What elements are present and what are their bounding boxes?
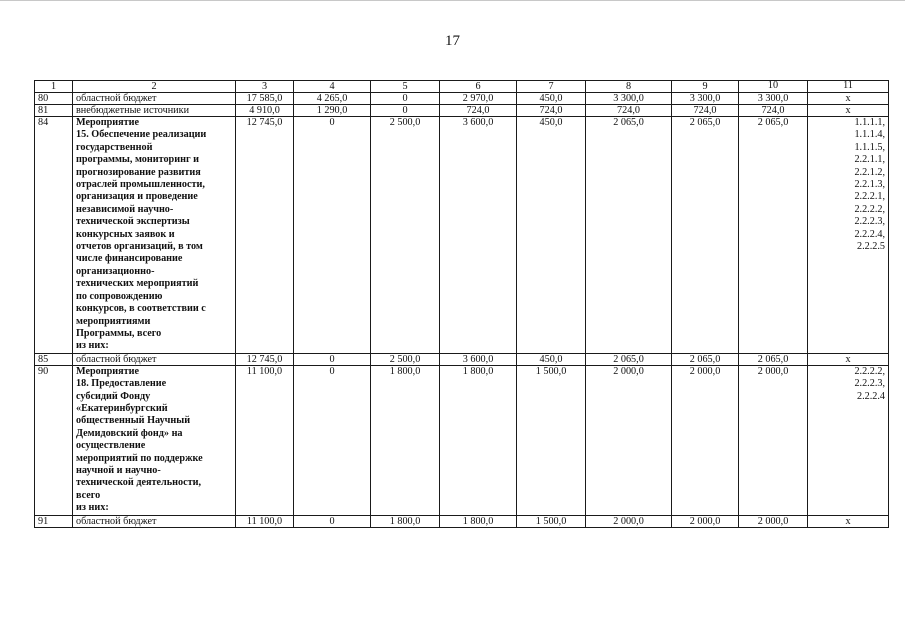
source-name-cell: областной бюджет	[73, 515, 236, 527]
value-cell: 2 000,0	[672, 365, 739, 515]
value-cell: 0	[371, 93, 440, 105]
table-row	[35, 353, 889, 365]
description-line: конкурсов, в соответствии с	[76, 303, 206, 315]
row-number-cell: 85	[35, 353, 73, 365]
header-row	[35, 81, 889, 93]
top-border-line	[0, 0, 905, 1]
value-cell: 2 500,0	[371, 353, 440, 365]
description-line: государственной	[76, 141, 153, 153]
value-cell: 12 745,0	[236, 117, 294, 354]
value-cell: 2 000,0	[739, 365, 808, 515]
header-cell: 3	[236, 81, 294, 93]
target-code: 2.2.2.3,	[854, 216, 885, 228]
value-cell: 2 000,0	[586, 515, 672, 527]
value-cell: 2 000,0	[586, 365, 672, 515]
row-number-cell: 80	[35, 93, 73, 105]
value-cell: 1 290,0	[294, 105, 371, 117]
value-cell: 1 800,0	[371, 365, 440, 515]
target-codes-cell	[808, 365, 889, 515]
value-cell: 724,0	[586, 105, 672, 117]
target-mark-cell: х	[808, 93, 889, 105]
target-mark-cell: х	[808, 515, 889, 527]
value-cell: 4 910,0	[236, 105, 294, 117]
value-cell: 2 065,0	[739, 117, 808, 354]
target-code: 1.1.1.1,	[854, 117, 885, 128]
description-line: из них:	[76, 340, 109, 352]
description-line: общественный Научный	[76, 415, 191, 427]
description-line: 18. Предоставление	[76, 378, 167, 390]
value-cell: 2 500,0	[371, 117, 440, 354]
description-line: числе финансирование	[76, 253, 183, 265]
value-cell: 2 065,0	[672, 353, 739, 365]
value-cell: 0	[294, 353, 371, 365]
value-cell: 2 065,0	[586, 117, 672, 354]
description-line: осуществление	[76, 440, 146, 452]
value-cell: 2 970,0	[440, 93, 517, 105]
description-line: отчетов организаций, в том	[76, 241, 203, 253]
value-cell: 724,0	[672, 105, 739, 117]
value-cell: 0	[294, 117, 371, 354]
measure-description-cell	[73, 117, 236, 354]
target-code: 2.2.2.3,	[854, 378, 885, 390]
header-cell: 8	[586, 81, 672, 93]
source-name-cell: областной бюджет	[73, 93, 236, 105]
value-cell: 450,0	[517, 353, 586, 365]
table-row	[35, 515, 889, 527]
value-cell: 0	[294, 365, 371, 515]
target-mark-cell: х	[808, 353, 889, 365]
target-code: 2.2.1.3,	[854, 179, 885, 191]
description-line: прогнозирование развития	[76, 166, 201, 178]
value-cell: 450,0	[517, 117, 586, 354]
value-cell: 1 500,0	[517, 365, 586, 515]
row-number-cell: 84	[35, 117, 73, 354]
description-line: отраслей промышленности,	[76, 179, 205, 191]
source-name-cell: областной бюджет	[73, 353, 236, 365]
description-line: Мероприятие	[76, 365, 140, 377]
description-line: по сопровождению	[76, 290, 163, 302]
description-line: технических мероприятий	[76, 278, 199, 290]
description-line: Демидовский фонд» на	[76, 427, 183, 439]
value-cell: 2 065,0	[586, 353, 672, 365]
target-mark-cell: х	[808, 105, 889, 117]
description-line: мероприятиями	[76, 315, 151, 327]
header-cell: 4	[294, 81, 371, 93]
description-line: технической экспертизы	[76, 216, 190, 228]
target-code: 2.2.2.1,	[854, 191, 885, 203]
header-cell: 11	[808, 81, 889, 93]
target-code: 2.2.2.4,	[854, 228, 885, 240]
value-cell: 4 265,0	[294, 93, 371, 105]
value-cell: 1 500,0	[517, 515, 586, 527]
target-code: 2.2.1.1,	[854, 154, 885, 166]
value-cell: 3 600,0	[440, 353, 517, 365]
value-cell: 450,0	[517, 93, 586, 105]
description-line: программы, мониторинг и	[76, 154, 199, 166]
table-row	[35, 93, 889, 105]
header-cell: 6	[440, 81, 517, 93]
source-name-cell: внебюджетные источники	[73, 105, 236, 117]
description-line: Мероприятие	[76, 117, 140, 128]
value-cell: 2 065,0	[739, 353, 808, 365]
value-cell: 3 600,0	[440, 117, 517, 354]
description-line: независимой научно-	[76, 203, 174, 215]
value-cell: 12 745,0	[236, 353, 294, 365]
value-cell: 1 800,0	[440, 515, 517, 527]
measure-row	[35, 365, 889, 515]
description-line: конкурсных заявок и	[76, 228, 175, 240]
description-line: научной и научно-	[76, 464, 161, 476]
value-cell: 0	[294, 515, 371, 527]
budget-table	[34, 80, 889, 528]
header-cell: 1	[35, 81, 73, 93]
row-number-cell: 90	[35, 365, 73, 515]
description-line: организационно-	[76, 265, 155, 277]
value-cell: 724,0	[739, 105, 808, 117]
page-number: 17	[445, 33, 460, 49]
row-number-cell: 81	[35, 105, 73, 117]
value-cell: 11 100,0	[236, 515, 294, 527]
description-line: «Екатеринбургский	[76, 402, 168, 414]
value-cell: 0	[371, 105, 440, 117]
target-code: 1.1.1.5,	[854, 141, 885, 153]
value-cell: 2 000,0	[739, 515, 808, 527]
measure-row	[35, 117, 889, 354]
description-line: организация и проведение	[76, 191, 198, 203]
header-cell: 9	[672, 81, 739, 93]
target-code: 1.1.1.4,	[854, 129, 885, 141]
header-cell: 5	[371, 81, 440, 93]
description-line: мероприятий по поддержке	[76, 452, 203, 464]
description-line: из них:	[76, 502, 109, 514]
value-cell: 724,0	[517, 105, 586, 117]
target-code: 2.2.2.5	[856, 241, 885, 253]
description-line: всего	[76, 489, 101, 501]
description-line: Программы, всего	[76, 327, 162, 339]
value-cell: 11 100,0	[236, 365, 294, 515]
target-code: 2.2.2.2,	[854, 365, 885, 377]
description-line: субсидий Фонду	[76, 390, 151, 402]
value-cell: 3 300,0	[672, 93, 739, 105]
table-row	[35, 105, 889, 117]
header-cell: 2	[73, 81, 236, 93]
description-line: технической деятельности,	[76, 477, 202, 489]
header-cell: 10	[739, 81, 808, 93]
value-cell: 3 300,0	[586, 93, 672, 105]
value-cell: 1 800,0	[440, 365, 517, 515]
target-code: 2.2.2.2,	[854, 203, 885, 215]
value-cell: 17 585,0	[236, 93, 294, 105]
target-code: 2.2.2.4	[856, 390, 885, 402]
header-cell: 7	[517, 81, 586, 93]
row-number-cell: 91	[35, 515, 73, 527]
value-cell: 724,0	[440, 105, 517, 117]
target-codes-cell	[808, 117, 889, 354]
value-cell: 3 300,0	[739, 93, 808, 105]
value-cell: 1 800,0	[371, 515, 440, 527]
measure-description-cell	[73, 365, 236, 515]
value-cell: 2 000,0	[672, 515, 739, 527]
value-cell: 2 065,0	[672, 117, 739, 354]
target-code: 2.2.1.2,	[854, 166, 885, 178]
description-line: 15. Обеспечение реализации	[76, 129, 207, 141]
